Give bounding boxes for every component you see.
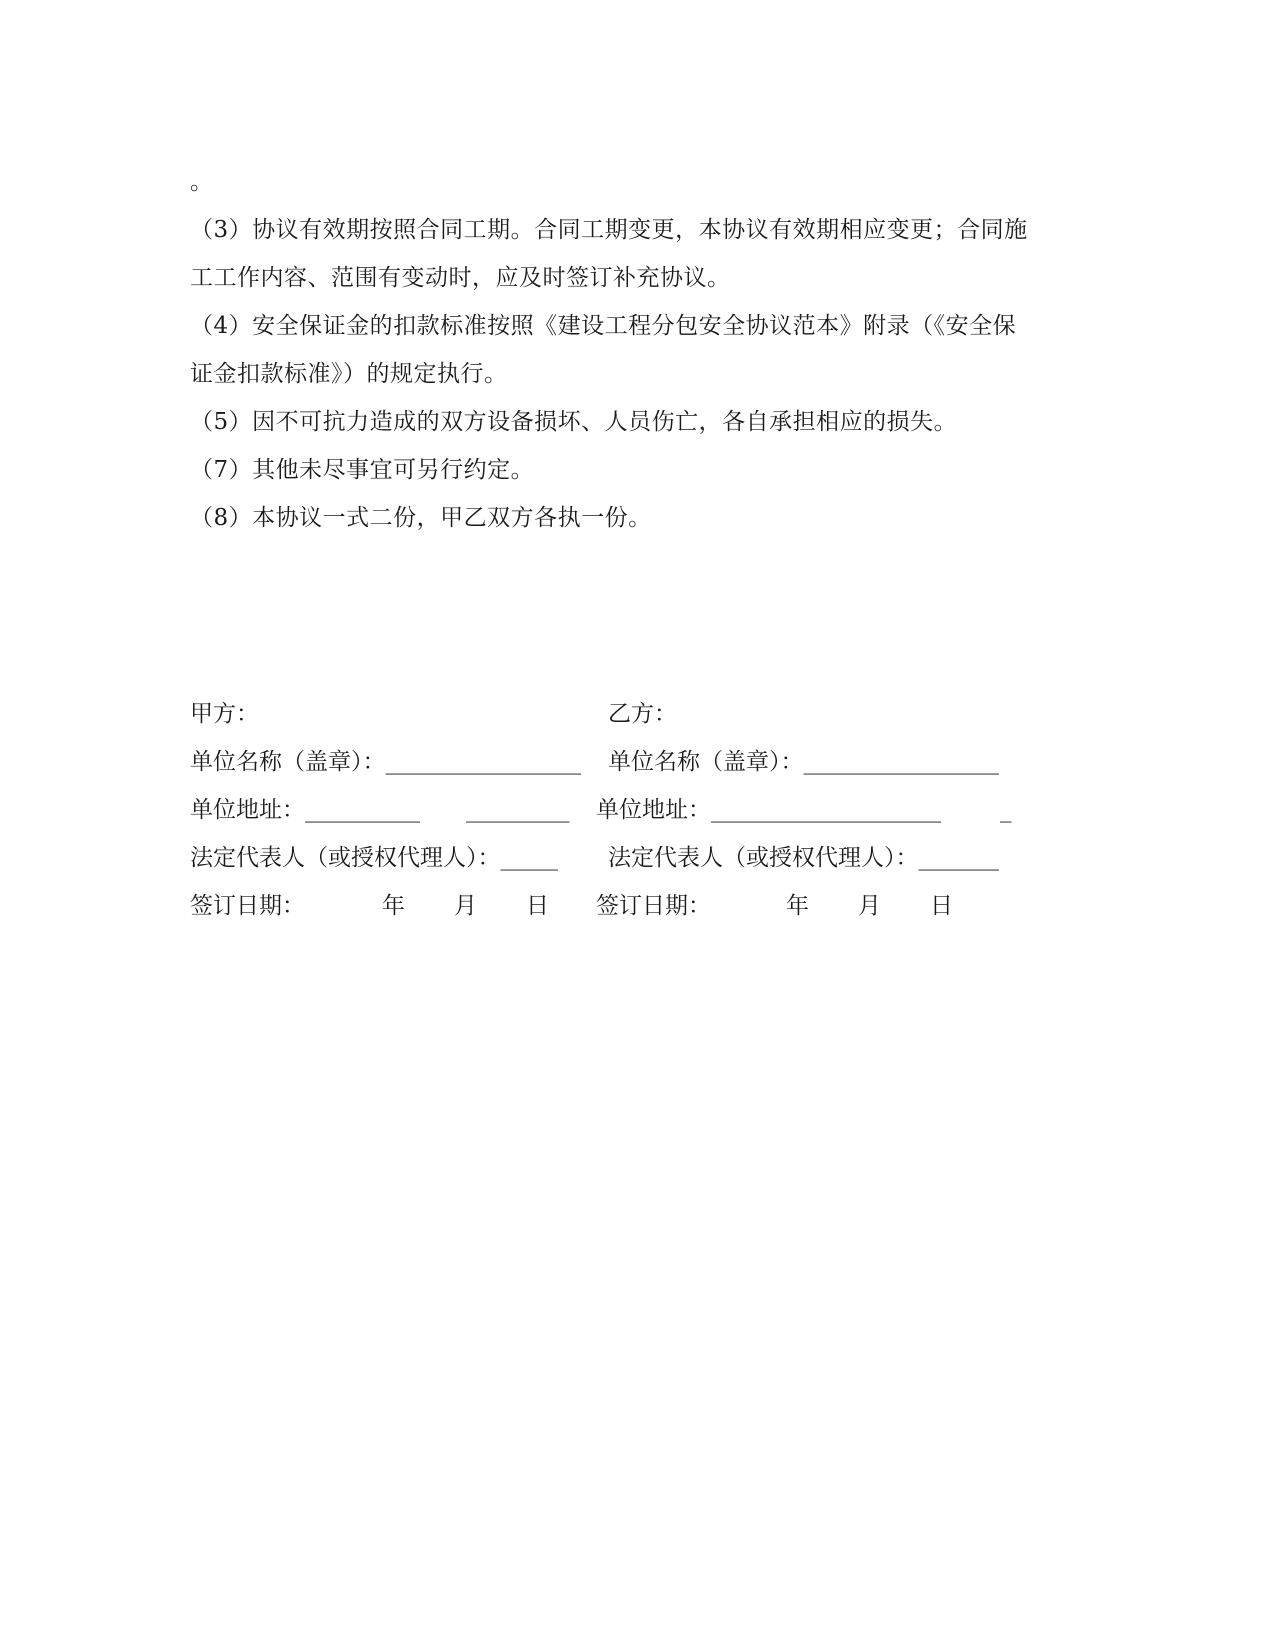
clause-8: （8）本协议一式二份，甲乙双方各执一份。 — [190, 505, 652, 531]
party-b-legal-rep: 法定代表人（或授权代理人）：_______ — [608, 845, 999, 871]
party-b-day: 日 — [930, 893, 953, 919]
clause-4-line-2: 证金扣款标准》）的规定执行。 — [190, 361, 508, 387]
party-a-unit-address-extra: _________ — [466, 797, 570, 823]
party-b-sign-date-label: 签订日期： — [596, 893, 711, 919]
party-b-unit-address-extra: _ — [1000, 797, 1012, 823]
party-a-year: 年 — [382, 893, 405, 919]
party-a-month: 月 — [454, 893, 477, 919]
clause-4-line-1: （4）安全保证金的扣款标准按照《建设工程分包安全协议范本》附录（《安全保 — [190, 313, 1017, 339]
party-a-unit-address: 单位地址：__________ — [190, 797, 420, 823]
party-b-label: 乙方： — [608, 701, 677, 727]
lead-punctuation: 。 — [190, 169, 214, 195]
party-a-unit-name: 单位名称（盖章）：_________________ — [190, 749, 581, 775]
agreement-clauses — [190, 158, 1090, 542]
signature-block — [190, 690, 1090, 930]
unit-name-row — [190, 738, 1090, 786]
legal-rep-row — [190, 834, 1090, 882]
party-a-day: 日 — [526, 893, 549, 919]
clause-7: （7）其他未尽事宜可另行约定。 — [190, 457, 535, 483]
party-b-year: 年 — [786, 893, 809, 919]
party-b-month: 月 — [858, 893, 881, 919]
party-row — [190, 690, 1090, 738]
party-a-sign-date-label: 签订日期： — [190, 893, 305, 919]
party-a-legal-rep: 法定代表人（或授权代理人）：_____ — [190, 845, 558, 871]
unit-address-row — [190, 786, 1090, 834]
party-a-label: 甲方： — [190, 701, 259, 727]
clause-5: （5）因不可抗力造成的双方设备损坏、人员伤亡，各自承担相应的损失。 — [190, 409, 958, 435]
party-b-unit-name: 单位名称（盖章）：_________________ — [608, 749, 999, 775]
clause-3-line-1: （3）协议有效期按照合同工期。合同工期变更，本协议有效期相应变更；合同施 — [190, 217, 1028, 243]
clause-3-line-2: 工工作内容、范围有变动时，应及时签订补充协议。 — [190, 265, 731, 291]
party-b-unit-address: 单位地址：____________________ — [596, 797, 941, 823]
sign-date-row — [190, 882, 1090, 930]
